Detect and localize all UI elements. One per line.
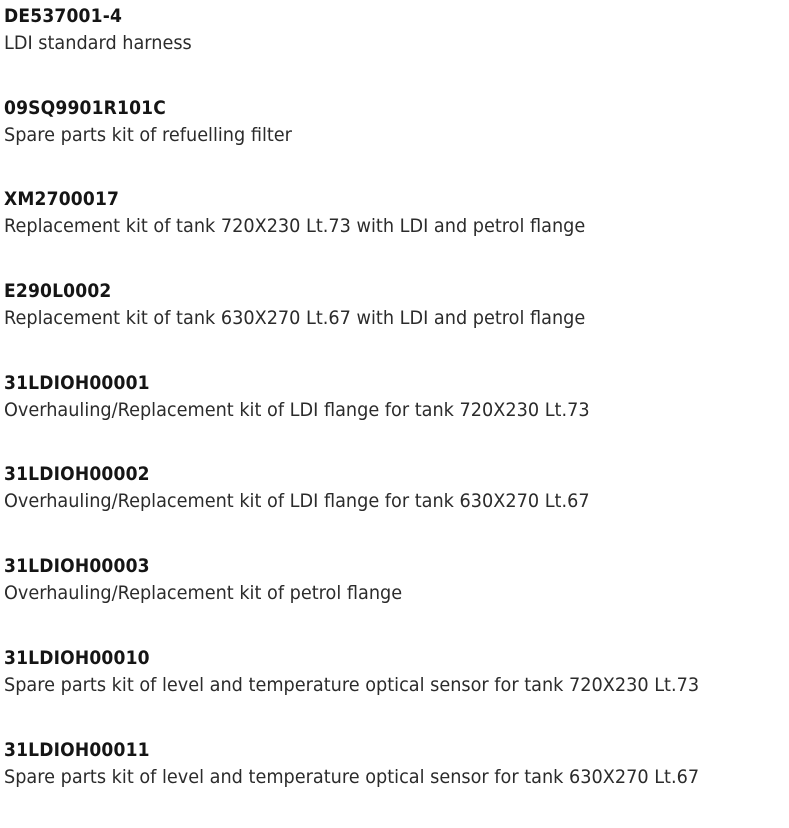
part-item <box>4 95 784 187</box>
part-description: Replacement kit of tank 630X270 Lt.67 with LDI and petrol flange <box>4 304 729 332</box>
part-item <box>4 645 784 737</box>
part-code: E290L0002 <box>4 278 706 304</box>
part-code: 31LDIOH00002 <box>4 461 706 487</box>
part-code: 09SQ9901R101C <box>4 95 706 121</box>
part-code: 31LDIOH00001 <box>4 370 706 396</box>
part-description: Spare parts kit of level and temperature optical sensor for tank 630X270 Lt.67 <box>4 763 729 791</box>
part-code: 31LDIOH00011 <box>4 737 706 763</box>
parts-list <box>4 3 784 828</box>
part-item <box>4 737 784 828</box>
part-item <box>4 553 784 645</box>
part-item <box>4 186 784 278</box>
part-description: Overhauling/Replacement kit of LDI flange for tank 720X230 Lt.73 <box>4 396 729 424</box>
part-code: 31LDIOH00003 <box>4 553 706 579</box>
part-description: Spare parts kit of level and temperature optical sensor for tank 720X230 Lt.73 <box>4 671 729 699</box>
part-item <box>4 461 784 553</box>
part-code: 31LDIOH00010 <box>4 645 706 671</box>
part-item <box>4 3 784 95</box>
part-description: LDI standard harness <box>4 29 729 57</box>
part-description: Overhauling/Replacement kit of LDI flange for tank 630X270 Lt.67 <box>4 487 729 515</box>
part-description: Replacement kit of tank 720X230 Lt.73 with LDI and petrol flange <box>4 212 729 240</box>
part-code: DE537001-4 <box>4 3 706 29</box>
part-item <box>4 278 784 370</box>
part-code: XM2700017 <box>4 186 706 212</box>
part-description: Spare parts kit of refuelling filter <box>4 121 729 149</box>
part-description: Overhauling/Replacement kit of petrol flange <box>4 579 729 607</box>
part-item <box>4 370 784 462</box>
